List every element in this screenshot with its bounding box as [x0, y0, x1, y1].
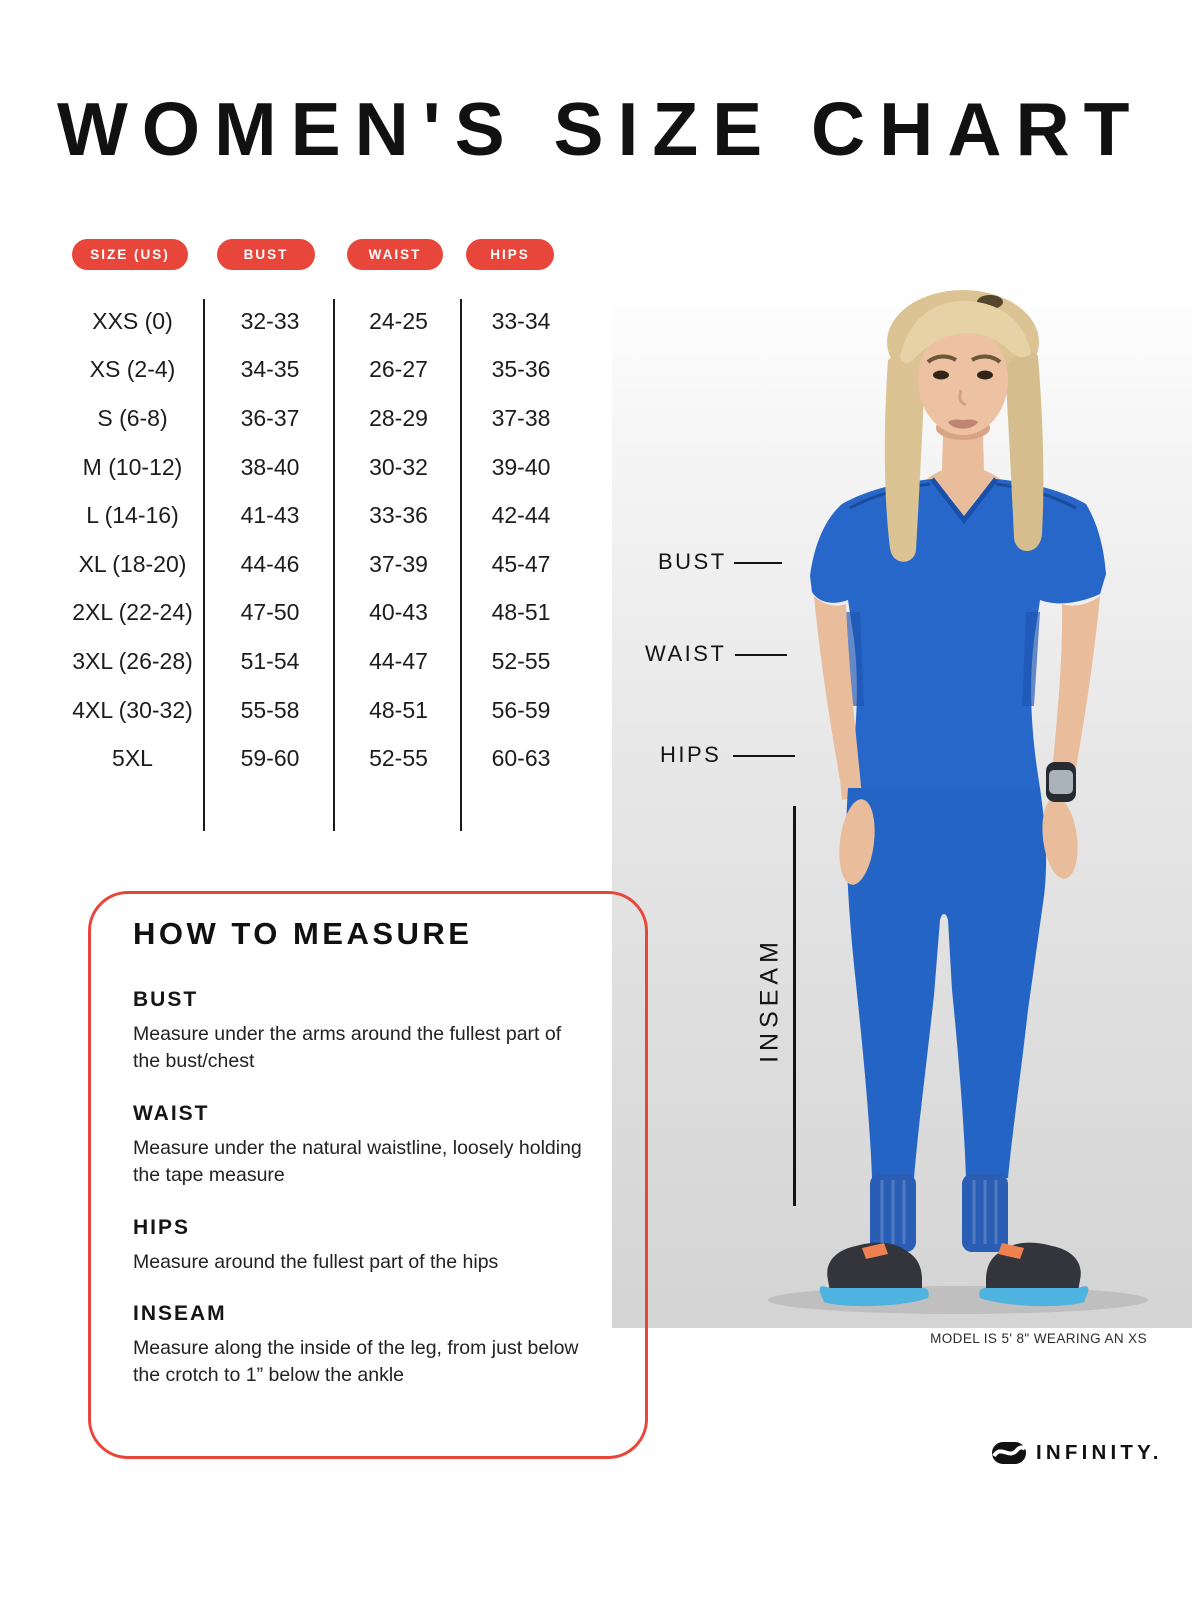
waist-cell: 24-25 [369, 307, 428, 334]
waist-cell: 30-32 [369, 453, 428, 480]
size-cell: 4XL (30-32) [72, 696, 193, 723]
pointer-line-bust [734, 562, 782, 564]
inseam-line [793, 806, 796, 1206]
size-cell: 3XL (26-28) [72, 647, 193, 674]
size-cell: 2XL (22-24) [72, 599, 193, 626]
model-illustration [612, 280, 1192, 1328]
waist-cell: 33-36 [369, 502, 428, 529]
pointer-line-hips [733, 755, 795, 757]
table-row [60, 637, 580, 686]
measure-section-inseam-label: INSEAM [133, 1302, 227, 1325]
waist-cell: 52-55 [369, 745, 428, 772]
table-row [60, 394, 580, 443]
hips-cell: 35-36 [491, 356, 551, 383]
waist-cell: 48-51 [369, 696, 428, 723]
hips-cell: 45-47 [491, 550, 551, 577]
measure-section-waist-label: WAIST [133, 1102, 210, 1125]
bust-cell: 55-58 [240, 696, 300, 723]
table-row [60, 589, 580, 638]
infinity-logo-icon [991, 1440, 1027, 1466]
hips-cell: 42-44 [491, 502, 551, 529]
page-title: WOMEN'S SIZE CHART [57, 87, 1144, 171]
table-row [60, 491, 580, 540]
bust-cell: 47-50 [240, 599, 300, 626]
how-to-measure-title: HOW TO MEASURE [133, 916, 473, 951]
size-cell: 5XL [112, 745, 153, 772]
waist-cell: 26-27 [369, 356, 428, 383]
size-table [60, 297, 580, 783]
table-divider [460, 299, 462, 831]
table-divider [203, 299, 205, 831]
bust-cell: 51-54 [240, 647, 300, 674]
table-row [60, 346, 580, 395]
measure-section-hips-text: Measure around the fullest part of the hips [133, 1251, 499, 1273]
bust-cell: 36-37 [240, 404, 300, 431]
hips-cell: 48-51 [491, 599, 551, 626]
hips-cell: 33-34 [491, 307, 551, 334]
measure-section-bust-text: Measure under the arms around the fullest part of the bust/chest [133, 1023, 562, 1072]
pointer-label-hips: HIPS [660, 742, 722, 767]
hips-cell: 52-55 [491, 647, 551, 674]
size-cell: XL (18-20) [78, 550, 187, 577]
bust-cell: 41-43 [240, 502, 300, 529]
waist-cell: 44-47 [369, 647, 428, 674]
column-header-size: SIZE (US) [72, 239, 188, 270]
size-cell: XXS (0) [92, 307, 173, 334]
hips-cell: 37-38 [491, 404, 551, 431]
bust-cell: 32-33 [240, 307, 300, 334]
table-row [60, 443, 580, 492]
measure-section-inseam-text: Measure along the inside of the leg, from just below the crotch to 1” below the ankle [133, 1337, 579, 1386]
waist-cell: 40-43 [369, 599, 428, 626]
table-divider [333, 299, 335, 831]
model-caption: MODEL IS 5' 8" WEARING AN XS [930, 1331, 1147, 1346]
column-header-hips: HIPS [466, 239, 554, 270]
pointer-label-bust: BUST [658, 549, 727, 574]
measure-section-bust-label: BUST [133, 988, 199, 1011]
bust-cell: 44-46 [240, 550, 300, 577]
brand-name: INFINITY. [1036, 1441, 1163, 1464]
hips-cell: 60-63 [491, 745, 551, 772]
table-row [60, 734, 580, 783]
inseam-label: INSEAM [755, 937, 784, 1063]
column-header-bust: BUST [217, 239, 315, 270]
waist-cell: 37-39 [369, 550, 428, 577]
table-row [60, 297, 580, 346]
table-row [60, 540, 580, 589]
bust-cell: 34-35 [240, 356, 300, 383]
measure-section-hips-label: HIPS [133, 1216, 191, 1239]
model-photo [612, 280, 1192, 1328]
size-cell: L (14-16) [86, 502, 179, 529]
bust-cell: 59-60 [240, 745, 300, 772]
column-header-waist: WAIST [347, 239, 443, 270]
bust-cell: 38-40 [240, 453, 300, 480]
waist-cell: 28-29 [369, 404, 428, 431]
table-row [60, 686, 580, 735]
size-cell: XS (2-4) [89, 356, 176, 383]
measure-section-waist-text: Measure under the natural waistline, loosely holding the tape measure [133, 1137, 582, 1186]
pointer-line-waist [735, 654, 787, 656]
hips-cell: 39-40 [491, 453, 551, 480]
size-cell: M (10-12) [82, 453, 183, 480]
hips-cell: 56-59 [491, 696, 551, 723]
brand-logo [991, 1440, 1163, 1466]
size-cell: S (6-8) [97, 404, 168, 431]
pointer-label-waist: WAIST [645, 641, 727, 666]
